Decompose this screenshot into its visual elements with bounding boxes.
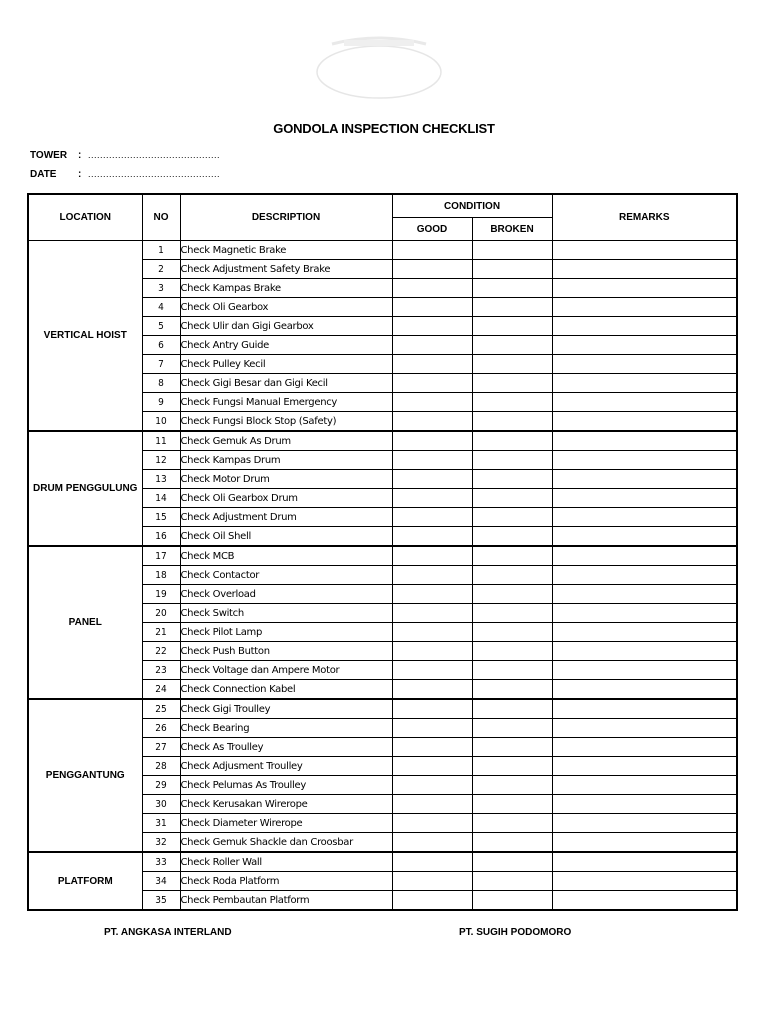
- item-number: 35: [142, 891, 180, 911]
- good-cell[interactable]: [392, 795, 472, 814]
- remarks-cell[interactable]: [552, 776, 737, 795]
- item-description: Check Gigi Troulley: [180, 699, 392, 719]
- remarks-cell[interactable]: [552, 738, 737, 757]
- item-description: Check Roda Platform: [180, 872, 392, 891]
- item-number: 27: [142, 738, 180, 757]
- good-cell[interactable]: [392, 738, 472, 757]
- tower-label: TOWER: [30, 150, 68, 161]
- header-condition: CONDITION: [392, 194, 552, 218]
- good-cell[interactable]: [392, 566, 472, 585]
- item-number: 25: [142, 699, 180, 719]
- item-number: 14: [142, 489, 180, 508]
- remarks-cell[interactable]: [552, 719, 737, 738]
- broken-cell[interactable]: [472, 241, 552, 260]
- remarks-cell[interactable]: [552, 833, 737, 853]
- item-number: 26: [142, 719, 180, 738]
- item-number: 33: [142, 852, 180, 872]
- broken-cell[interactable]: [472, 719, 552, 738]
- item-description: Check Motor Drum: [180, 470, 392, 489]
- header-broken: BROKEN: [472, 218, 552, 241]
- item-description: Check Oli Gearbox: [180, 298, 392, 317]
- item-number: 6: [142, 336, 180, 355]
- remarks-cell[interactable]: [552, 661, 737, 680]
- remarks-cell[interactable]: [552, 757, 737, 776]
- remarks-cell[interactable]: [552, 355, 737, 374]
- remarks-cell[interactable]: [552, 852, 737, 872]
- broken-cell[interactable]: [472, 336, 552, 355]
- item-description: Check Roller Wall: [180, 852, 392, 872]
- inspection-table: [27, 193, 738, 911]
- item-number: 22: [142, 642, 180, 661]
- location-cell: DRUM PENGGULUNG: [28, 431, 142, 546]
- good-cell[interactable]: [392, 642, 472, 661]
- good-cell[interactable]: [392, 374, 472, 393]
- broken-cell[interactable]: [472, 699, 552, 719]
- item-description: Check Pembautan Platform: [180, 891, 392, 911]
- good-cell[interactable]: [392, 317, 472, 336]
- table-row: [28, 431, 737, 451]
- good-cell[interactable]: [392, 699, 472, 719]
- remarks-cell[interactable]: [552, 699, 737, 719]
- item-description: Check Kerusakan Wirerope: [180, 795, 392, 814]
- remarks-cell[interactable]: [552, 431, 737, 451]
- table-row: [28, 546, 737, 566]
- item-number: 19: [142, 585, 180, 604]
- good-cell[interactable]: [392, 719, 472, 738]
- broken-cell[interactable]: [472, 298, 552, 317]
- good-cell[interactable]: [392, 279, 472, 298]
- date-colon: :: [78, 169, 82, 180]
- tower-colon: :: [78, 150, 82, 161]
- date-field: [30, 169, 220, 180]
- good-cell[interactable]: [392, 833, 472, 853]
- good-cell[interactable]: [392, 241, 472, 260]
- remarks-cell[interactable]: [552, 241, 737, 260]
- item-number: 15: [142, 508, 180, 527]
- broken-cell[interactable]: [472, 374, 552, 393]
- footer-right-company: PT. SUGIH PODOMORO: [459, 927, 572, 938]
- broken-cell[interactable]: [472, 566, 552, 585]
- item-description: Check Pelumas As Troulley: [180, 776, 392, 795]
- item-description: Check Gigi Besar dan Gigi Kecil: [180, 374, 392, 393]
- broken-cell[interactable]: [472, 546, 552, 566]
- good-cell[interactable]: [392, 623, 472, 642]
- item-description: Check Adjustment Drum: [180, 508, 392, 527]
- remarks-cell[interactable]: [552, 680, 737, 700]
- item-description: Check Fungsi Block Stop (Safety): [180, 412, 392, 432]
- header-location: LOCATION: [28, 194, 142, 241]
- broken-cell[interactable]: [472, 585, 552, 604]
- footer-left-company: PT. ANGKASA INTERLAND: [104, 927, 232, 938]
- item-number: 11: [142, 431, 180, 451]
- good-cell[interactable]: [392, 852, 472, 872]
- item-description: Check Magnetic Brake: [180, 241, 392, 260]
- good-cell[interactable]: [392, 298, 472, 317]
- item-number: 4: [142, 298, 180, 317]
- item-description: Check Push Button: [180, 642, 392, 661]
- item-number: 32: [142, 833, 180, 853]
- remarks-cell[interactable]: [552, 298, 737, 317]
- good-cell[interactable]: [392, 451, 472, 470]
- item-description: Check Ulir dan Gigi Gearbox: [180, 317, 392, 336]
- remarks-cell[interactable]: [552, 489, 737, 508]
- remarks-cell[interactable]: [552, 451, 737, 470]
- good-cell[interactable]: [392, 355, 472, 374]
- good-cell[interactable]: [392, 336, 472, 355]
- item-number: 23: [142, 661, 180, 680]
- broken-cell[interactable]: [472, 260, 552, 279]
- broken-cell[interactable]: [472, 680, 552, 700]
- item-number: 13: [142, 470, 180, 489]
- good-cell[interactable]: [392, 508, 472, 527]
- good-cell[interactable]: [392, 585, 472, 604]
- remarks-cell[interactable]: [552, 336, 737, 355]
- broken-cell[interactable]: [472, 814, 552, 833]
- item-number: 10: [142, 412, 180, 432]
- location-cell: PENGGANTUNG: [28, 699, 142, 852]
- item-description: Check As Troulley: [180, 738, 392, 757]
- item-description: Check Connection Kabel: [180, 680, 392, 700]
- broken-cell[interactable]: [472, 795, 552, 814]
- item-number: 17: [142, 546, 180, 566]
- document-title: GONDOLA INSPECTION CHECKLIST: [273, 121, 495, 136]
- item-description: Check Pulley Kecil: [180, 355, 392, 374]
- company-logo: [314, 30, 444, 102]
- good-cell[interactable]: [392, 489, 472, 508]
- good-cell[interactable]: [392, 680, 472, 700]
- item-number: 9: [142, 393, 180, 412]
- location-cell: PANEL: [28, 546, 142, 699]
- remarks-cell[interactable]: [552, 412, 737, 432]
- remarks-cell[interactable]: [552, 566, 737, 585]
- item-description: Check Gemuk Shackle dan Croosbar: [180, 833, 392, 853]
- broken-cell[interactable]: [472, 451, 552, 470]
- table-row: [28, 699, 737, 719]
- broken-cell[interactable]: [472, 527, 552, 547]
- item-description: Check Overload: [180, 585, 392, 604]
- item-description: Check Pilot Lamp: [180, 623, 392, 642]
- broken-cell[interactable]: [472, 738, 552, 757]
- remarks-cell[interactable]: [552, 317, 737, 336]
- broken-cell[interactable]: [472, 470, 552, 489]
- header-description: DESCRIPTION: [180, 194, 392, 241]
- remarks-cell[interactable]: [552, 795, 737, 814]
- item-number: 29: [142, 776, 180, 795]
- item-number: 7: [142, 355, 180, 374]
- broken-cell[interactable]: [472, 872, 552, 891]
- item-description: Check Oli Gearbox Drum: [180, 489, 392, 508]
- broken-cell[interactable]: [472, 642, 552, 661]
- good-cell[interactable]: [392, 757, 472, 776]
- broken-cell[interactable]: [472, 776, 552, 795]
- item-number: 12: [142, 451, 180, 470]
- broken-cell[interactable]: [472, 508, 552, 527]
- remarks-cell[interactable]: [552, 642, 737, 661]
- item-description: Check Antry Guide: [180, 336, 392, 355]
- item-description: Check Adjustment Safety Brake: [180, 260, 392, 279]
- good-cell[interactable]: [392, 891, 472, 911]
- good-cell[interactable]: [392, 527, 472, 547]
- item-description: Check Switch: [180, 604, 392, 623]
- table-row: [28, 241, 737, 260]
- item-description: Check Bearing: [180, 719, 392, 738]
- good-cell[interactable]: [392, 814, 472, 833]
- remarks-cell[interactable]: [552, 872, 737, 891]
- remarks-cell[interactable]: [552, 260, 737, 279]
- item-number: 21: [142, 623, 180, 642]
- broken-cell[interactable]: [472, 393, 552, 412]
- item-number: 2: [142, 260, 180, 279]
- good-cell[interactable]: [392, 431, 472, 451]
- broken-cell[interactable]: [472, 412, 552, 432]
- item-number: 1: [142, 241, 180, 260]
- item-description: Check Oil Shell: [180, 527, 392, 547]
- item-number: 20: [142, 604, 180, 623]
- broken-cell[interactable]: [472, 891, 552, 911]
- broken-cell[interactable]: [472, 604, 552, 623]
- broken-cell[interactable]: [472, 852, 552, 872]
- remarks-cell[interactable]: [552, 891, 737, 911]
- location-cell: PLATFORM: [28, 852, 142, 910]
- good-cell[interactable]: [392, 872, 472, 891]
- item-number: 18: [142, 566, 180, 585]
- item-number: 31: [142, 814, 180, 833]
- remarks-cell[interactable]: [552, 393, 737, 412]
- remarks-cell[interactable]: [552, 604, 737, 623]
- item-number: 3: [142, 279, 180, 298]
- remarks-cell[interactable]: [552, 279, 737, 298]
- broken-cell[interactable]: [472, 317, 552, 336]
- item-number: 16: [142, 527, 180, 547]
- item-description: Check Contactor: [180, 566, 392, 585]
- broken-cell[interactable]: [472, 355, 552, 374]
- good-cell[interactable]: [392, 393, 472, 412]
- broken-cell[interactable]: [472, 623, 552, 642]
- table-row: [28, 852, 737, 872]
- remarks-cell[interactable]: [552, 623, 737, 642]
- location-cell: VERTICAL HOIST: [28, 241, 142, 432]
- remarks-cell[interactable]: [552, 508, 737, 527]
- item-description: Check Diameter Wirerope: [180, 814, 392, 833]
- good-cell[interactable]: [392, 260, 472, 279]
- remarks-cell[interactable]: [552, 470, 737, 489]
- item-description: Check Kampas Drum: [180, 451, 392, 470]
- item-description: Check Kampas Brake: [180, 279, 392, 298]
- broken-cell[interactable]: [472, 833, 552, 853]
- good-cell[interactable]: [392, 470, 472, 489]
- good-cell[interactable]: [392, 661, 472, 680]
- header-good: GOOD: [392, 218, 472, 241]
- good-cell[interactable]: [392, 546, 472, 566]
- remarks-cell[interactable]: [552, 814, 737, 833]
- broken-cell[interactable]: [472, 757, 552, 776]
- tower-field: [30, 150, 220, 161]
- remarks-cell[interactable]: [552, 374, 737, 393]
- good-cell[interactable]: [392, 412, 472, 432]
- item-number: 24: [142, 680, 180, 700]
- remarks-cell[interactable]: [552, 527, 737, 547]
- remarks-cell[interactable]: [552, 546, 737, 566]
- item-description: Check Adjusment Troulley: [180, 757, 392, 776]
- item-description: Check Fungsi Manual Emergency: [180, 393, 392, 412]
- tower-value[interactable]: ............................................: [88, 150, 221, 160]
- header-no: NO: [142, 194, 180, 241]
- item-description: Check Gemuk As Drum: [180, 431, 392, 451]
- header-remarks: REMARKS: [552, 194, 737, 241]
- good-cell[interactable]: [392, 776, 472, 795]
- date-value[interactable]: ............................................: [88, 169, 221, 179]
- item-number: 28: [142, 757, 180, 776]
- item-number: 8: [142, 374, 180, 393]
- good-cell[interactable]: [392, 604, 472, 623]
- date-label: DATE: [30, 169, 57, 180]
- table-body: [28, 241, 737, 911]
- item-number: 30: [142, 795, 180, 814]
- broken-cell[interactable]: [472, 661, 552, 680]
- broken-cell[interactable]: [472, 279, 552, 298]
- item-number: 5: [142, 317, 180, 336]
- broken-cell[interactable]: [472, 489, 552, 508]
- item-description: Check Voltage dan Ampere Motor: [180, 661, 392, 680]
- broken-cell[interactable]: [472, 431, 552, 451]
- remarks-cell[interactable]: [552, 585, 737, 604]
- item-description: Check MCB: [180, 546, 392, 566]
- item-number: 34: [142, 872, 180, 891]
